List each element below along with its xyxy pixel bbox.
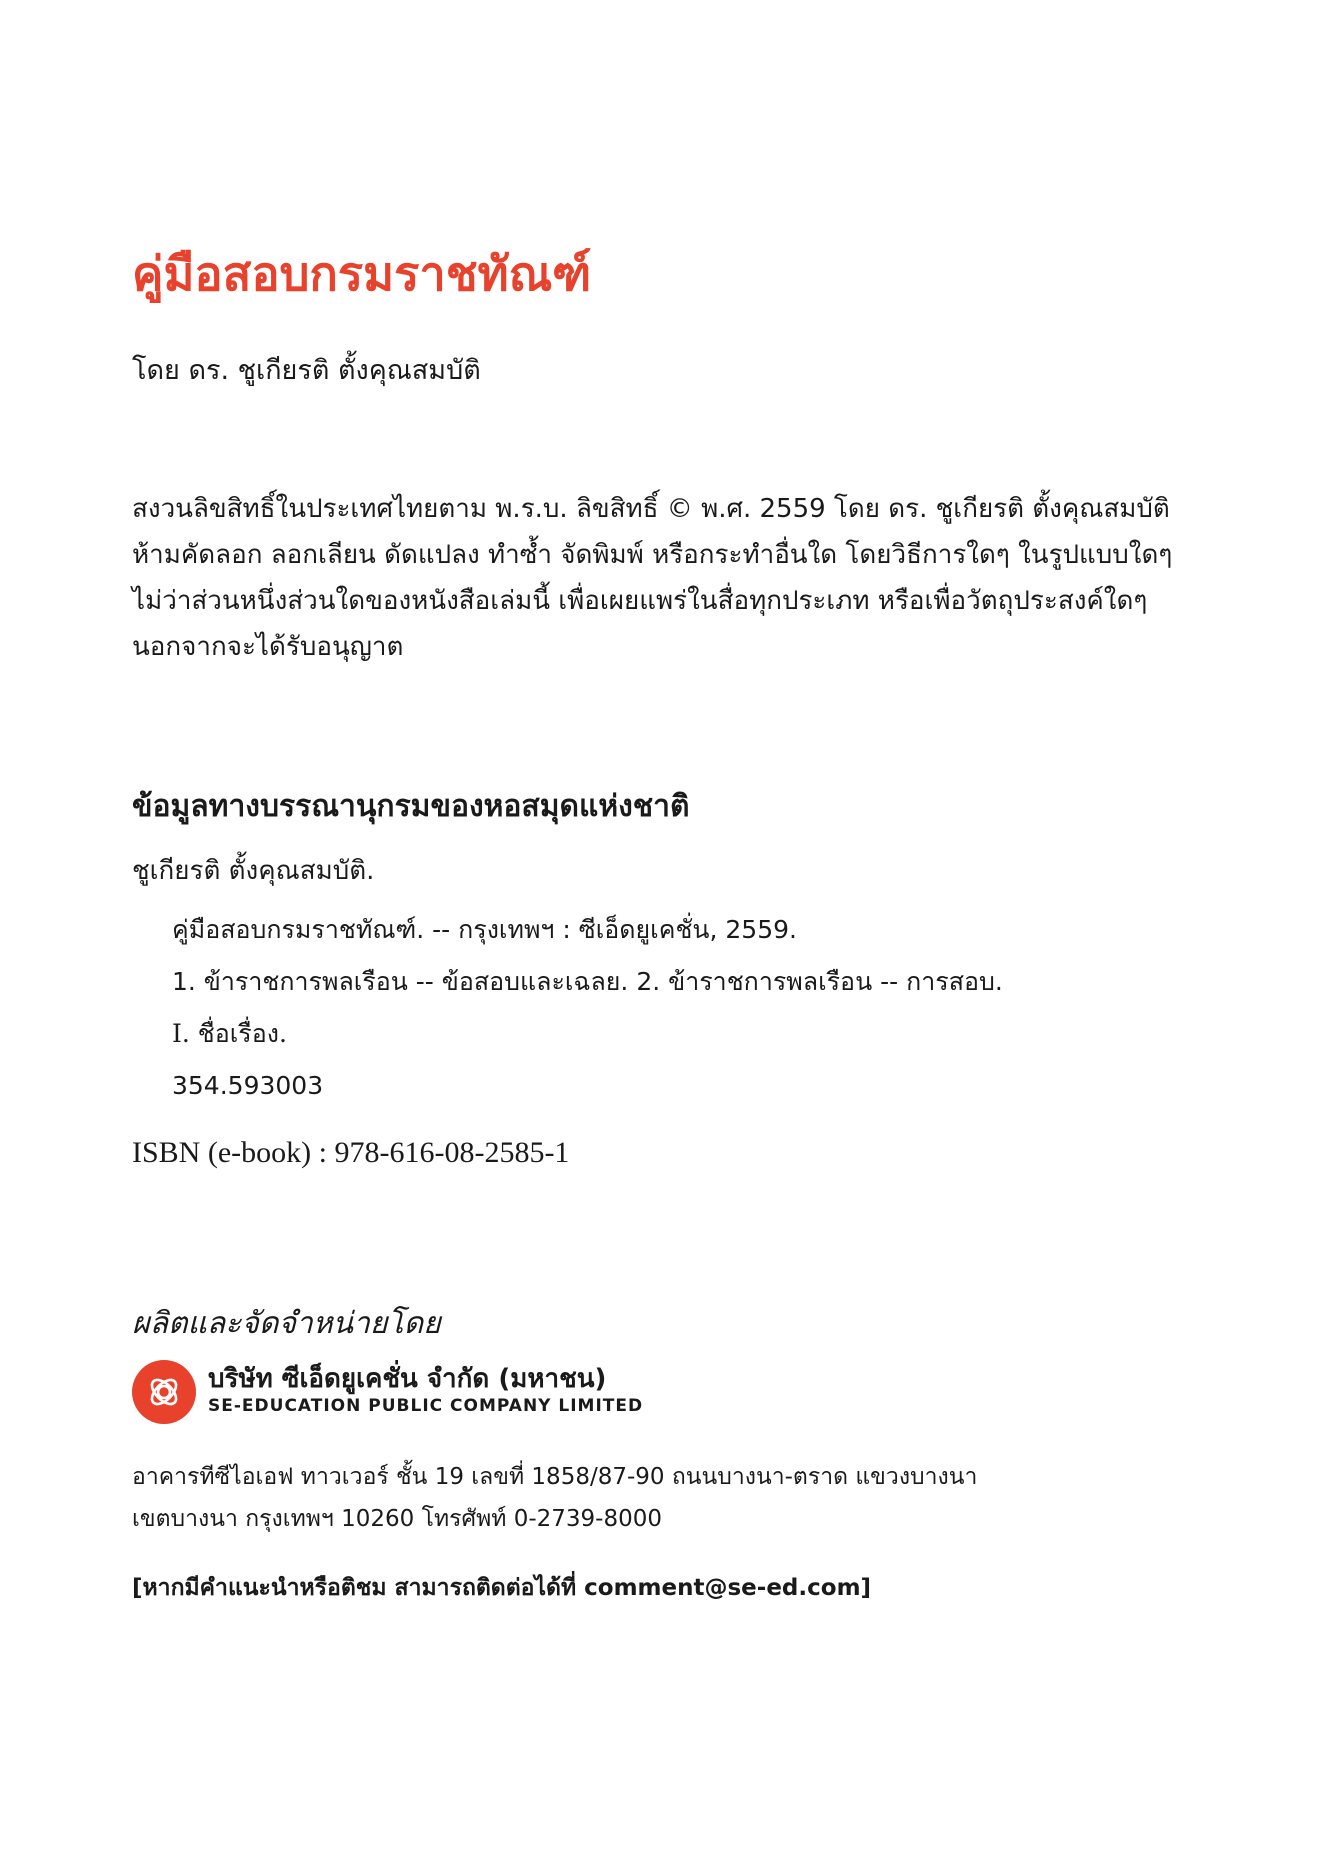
contact-line: [หากมีคำแนะนำหรือติชม สามารถติดต่อได้ที่ comment@se-ed.com] <box>132 1575 872 1601</box>
cip-entry: 354.593003 <box>172 1071 324 1100</box>
copyright-line: สงวนลิขสิทธิ์ในประเทศไทยตาม พ.ร.บ. ลิขสิทธิ์ © พ.ศ. 2559 โดย ดร. ชูเกียรติ ตั้งคุณสมบัติ <box>132 494 1170 524</box>
isbn: ISBN (e-book) : 978-616-08-2585-1 <box>132 1136 570 1169</box>
publisher-name-thai: บริษัท ซีเอ็ดยูเคชั่น จำกัด (มหาชน) <box>208 1364 607 1394</box>
se-ed-logo-icon <box>132 1360 196 1424</box>
cip-entry: I. ชื่อเรื่อง. <box>172 1019 287 1048</box>
copyright-line: ห้ามคัดลอก ลอกเลียน ดัดแปลง ทำซ้ำ จัดพิมพ์ หรือกระทำอื่นใด โดยวิธีการใดๆ ในรูปแบบใดๆ <box>132 540 1173 570</box>
cip-entry: คู่มือสอบกรมราชทัณฑ์. -- กรุงเทพฯ : ซีเอ็ดยูเคชั่น, 2559. <box>172 915 797 944</box>
author-line: โดย ดร. ชูเกียรติ ตั้งคุณสมบัติ <box>132 355 481 386</box>
copyright-line: นอกจากจะได้รับอนุญาต <box>132 632 404 662</box>
cip-heading: ข้อมูลทางบรรณานุกรมของหอสมุดแห่งชาติ <box>132 789 690 824</box>
publisher-name-english: SE-EDUCATION PUBLIC COMPANY LIMITED <box>208 1396 644 1416</box>
cip-author: ชูเกียรติ ตั้งคุณสมบัติ. <box>132 856 375 886</box>
copyright-line: ไม่ว่าส่วนหนึ่งส่วนใดของหนังสือเล่มนี้ เพื่อเผยแพร่ในสื่อทุกประเภท หรือเพื่อวัตถุประสงค์ใดๆ <box>132 586 1148 616</box>
address-line: อาคารทีซีไอเอฟ ทาวเวอร์ ชั้น 19 เลขที่ 1858/87-90 ถนนบางนา-ตราด แขวงบางนา <box>132 1464 978 1490</box>
cip-entries <box>172 904 1003 1112</box>
produced-by-label: ผลิตและจัดจำหน่ายโดย <box>132 1306 441 1341</box>
book-title: คู่มือสอบกรมราชทัณฑ์ <box>132 247 592 302</box>
address-line: เขตบางนา กรุงเทพฯ 10260 โทรศัพท์ 0-2739-8000 <box>132 1506 663 1532</box>
cip-entry: 1. ข้าราชการพลเรือน -- ข้อสอบและเฉลย. 2. ข้าราชการพลเรือน -- การสอบ. <box>172 967 1003 996</box>
publisher-address <box>132 1456 977 1540</box>
copyright-notice <box>132 486 1212 670</box>
